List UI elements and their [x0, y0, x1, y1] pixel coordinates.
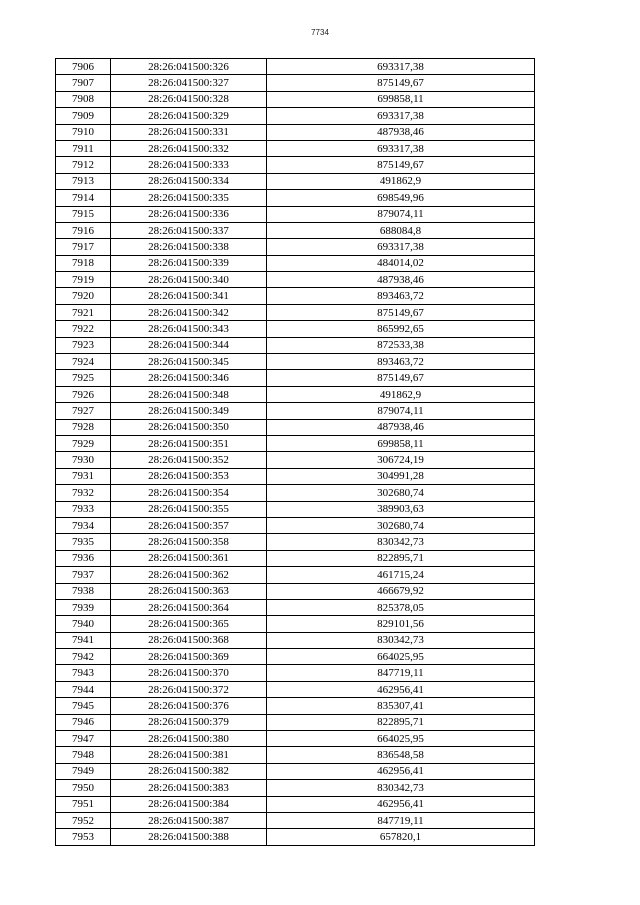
- cadastral-number-cell: 28:26:041500:349: [111, 403, 267, 419]
- cadastral-number-cell: 28:26:041500:332: [111, 140, 267, 156]
- cadastral-number-cell: 28:26:041500:331: [111, 124, 267, 140]
- table-row: [56, 763, 535, 779]
- table-row: [56, 796, 535, 812]
- table-row: [56, 501, 535, 517]
- cadastral-number-cell: 28:26:041500:383: [111, 780, 267, 796]
- row-number-cell: 7939: [56, 599, 111, 615]
- table-row: [56, 288, 535, 304]
- cadastral-value-cell: 893463,72: [267, 354, 535, 370]
- table-row: [56, 632, 535, 648]
- cadastral-number-cell: 28:26:041500:351: [111, 435, 267, 451]
- cadastral-value-cell: 830342,73: [267, 780, 535, 796]
- row-number-cell: 7910: [56, 124, 111, 140]
- cadastral-number-cell: 28:26:041500:382: [111, 763, 267, 779]
- row-number-cell: 7941: [56, 632, 111, 648]
- cadastral-value-cell: 304991,28: [267, 468, 535, 484]
- row-number-cell: 7934: [56, 517, 111, 533]
- row-number-cell: 7931: [56, 468, 111, 484]
- table-row: [56, 140, 535, 156]
- cadastral-value-cell: 461715,24: [267, 567, 535, 583]
- cadastral-value-cell: 302680,74: [267, 517, 535, 533]
- row-number-cell: 7915: [56, 206, 111, 222]
- row-number-cell: 7936: [56, 550, 111, 566]
- row-number-cell: 7937: [56, 567, 111, 583]
- cadastral-value-cell: 875149,67: [267, 370, 535, 386]
- table-row: [56, 272, 535, 288]
- row-number-cell: 7950: [56, 780, 111, 796]
- row-number-cell: 7907: [56, 75, 111, 91]
- table-row: [56, 452, 535, 468]
- row-number-cell: 7953: [56, 829, 111, 845]
- cadastral-value-cell: 875149,67: [267, 157, 535, 173]
- cadastral-value-cell: 893463,72: [267, 288, 535, 304]
- cadastral-number-cell: 28:26:041500:348: [111, 386, 267, 402]
- table-row: [56, 517, 535, 533]
- row-number-cell: 7906: [56, 59, 111, 75]
- cadastral-number-cell: 28:26:041500:368: [111, 632, 267, 648]
- row-number-cell: 7922: [56, 321, 111, 337]
- cadastral-value-cell: 664025,95: [267, 649, 535, 665]
- cadastral-value-cell: 484014,02: [267, 255, 535, 271]
- table-row: [56, 370, 535, 386]
- row-number-cell: 7912: [56, 157, 111, 173]
- cadastral-number-cell: 28:26:041500:362: [111, 567, 267, 583]
- cadastral-number-cell: 28:26:041500:384: [111, 796, 267, 812]
- table-row: [56, 714, 535, 730]
- cadastral-value-cell: 693317,38: [267, 140, 535, 156]
- cadastral-number-cell: 28:26:041500:346: [111, 370, 267, 386]
- table-row: [56, 780, 535, 796]
- cadastral-number-cell: 28:26:041500:329: [111, 108, 267, 124]
- cadastral-number-cell: 28:26:041500:352: [111, 452, 267, 468]
- row-number-cell: 7935: [56, 534, 111, 550]
- table-row: [56, 190, 535, 206]
- cadastral-number-cell: 28:26:041500:388: [111, 829, 267, 845]
- row-number-cell: 7909: [56, 108, 111, 124]
- cadastral-value-cell: 487938,46: [267, 124, 535, 140]
- table-row: [56, 550, 535, 566]
- table-row: [56, 616, 535, 632]
- cadastral-value-cell: 825378,05: [267, 599, 535, 615]
- table-row: [56, 75, 535, 91]
- cadastral-number-cell: 28:26:041500:326: [111, 59, 267, 75]
- cadastral-number-cell: 28:26:041500:369: [111, 649, 267, 665]
- table-row: [56, 681, 535, 697]
- row-number-cell: 7943: [56, 665, 111, 681]
- row-number-cell: 7913: [56, 173, 111, 189]
- cadastral-value-cell: 847719,11: [267, 665, 535, 681]
- cadastral-number-cell: 28:26:041500:357: [111, 517, 267, 533]
- cadastral-number-cell: 28:26:041500:338: [111, 239, 267, 255]
- cadastral-value-cell: 830342,73: [267, 632, 535, 648]
- table-row: [56, 91, 535, 107]
- cadastral-value-cell: 462956,41: [267, 796, 535, 812]
- table-row: [56, 222, 535, 238]
- cadastral-number-cell: 28:26:041500:364: [111, 599, 267, 615]
- row-number-cell: 7932: [56, 485, 111, 501]
- row-number-cell: 7948: [56, 747, 111, 763]
- cadastral-number-cell: 28:26:041500:358: [111, 534, 267, 550]
- cadastral-value-cell: 865992,65: [267, 321, 535, 337]
- cadastral-value-cell: 879074,11: [267, 403, 535, 419]
- cadastral-value-cell: 466679,92: [267, 583, 535, 599]
- table-row: [56, 419, 535, 435]
- table-row: [56, 108, 535, 124]
- cadastral-value-cell: 830342,73: [267, 534, 535, 550]
- row-number-cell: 7925: [56, 370, 111, 386]
- cadastral-number-cell: 28:26:041500:387: [111, 812, 267, 828]
- row-number-cell: 7930: [56, 452, 111, 468]
- table-row: [56, 59, 535, 75]
- cadastral-number-cell: 28:26:041500:372: [111, 681, 267, 697]
- cadastral-number-cell: 28:26:041500:328: [111, 91, 267, 107]
- table-row: [56, 157, 535, 173]
- table-row: [56, 698, 535, 714]
- cadastral-value-cell: 389903,63: [267, 501, 535, 517]
- cadastral-number-cell: 28:26:041500:334: [111, 173, 267, 189]
- table-row: [56, 534, 535, 550]
- table-row: [56, 337, 535, 353]
- cadastral-value-cell: 822895,71: [267, 714, 535, 730]
- cadastral-number-cell: 28:26:041500:333: [111, 157, 267, 173]
- cadastral-value-cell: 698549,96: [267, 190, 535, 206]
- cadastral-value-cell: 688084,8: [267, 222, 535, 238]
- cadastral-value-cell: 462956,41: [267, 763, 535, 779]
- row-number-cell: 7923: [56, 337, 111, 353]
- row-number-cell: 7916: [56, 222, 111, 238]
- table-row: [56, 665, 535, 681]
- cadastral-value-cell: 693317,38: [267, 59, 535, 75]
- cadastral-value-table: [55, 58, 535, 846]
- cadastral-value-cell: 693317,38: [267, 239, 535, 255]
- cadastral-number-cell: 28:26:041500:381: [111, 747, 267, 763]
- row-number-cell: 7921: [56, 304, 111, 320]
- row-number-cell: 7942: [56, 649, 111, 665]
- cadastral-number-cell: 28:26:041500:342: [111, 304, 267, 320]
- row-number-cell: 7944: [56, 681, 111, 697]
- cadastral-value-cell: 875149,67: [267, 304, 535, 320]
- row-number-cell: 7947: [56, 731, 111, 747]
- cadastral-number-cell: 28:26:041500:345: [111, 354, 267, 370]
- cadastral-value-cell: 487938,46: [267, 419, 535, 435]
- row-number-cell: 7924: [56, 354, 111, 370]
- row-number-cell: 7951: [56, 796, 111, 812]
- cadastral-value-cell: 699858,11: [267, 91, 535, 107]
- cadastral-number-cell: 28:26:041500:376: [111, 698, 267, 714]
- cadastral-number-cell: 28:26:041500:355: [111, 501, 267, 517]
- row-number-cell: 7938: [56, 583, 111, 599]
- cadastral-value-cell: 491862,9: [267, 173, 535, 189]
- table-row: [56, 468, 535, 484]
- cadastral-number-cell: 28:26:041500:350: [111, 419, 267, 435]
- table-row: [56, 731, 535, 747]
- cadastral-value-cell: 664025,95: [267, 731, 535, 747]
- cadastral-number-cell: 28:26:041500:343: [111, 321, 267, 337]
- cadastral-number-cell: 28:26:041500:361: [111, 550, 267, 566]
- row-number-cell: 7933: [56, 501, 111, 517]
- table-row: [56, 567, 535, 583]
- table-row: [56, 321, 535, 337]
- row-number-cell: 7917: [56, 239, 111, 255]
- cadastral-value-cell: 822895,71: [267, 550, 535, 566]
- row-number-cell: 7914: [56, 190, 111, 206]
- cadastral-number-cell: 28:26:041500:339: [111, 255, 267, 271]
- cadastral-value-cell: 657820,1: [267, 829, 535, 845]
- cadastral-value-cell: 693317,38: [267, 108, 535, 124]
- page-number: 7734: [311, 28, 329, 37]
- cadastral-number-cell: 28:26:041500:379: [111, 714, 267, 730]
- table-row: [56, 124, 535, 140]
- table-row: [56, 239, 535, 255]
- row-number-cell: 7946: [56, 714, 111, 730]
- cadastral-number-cell: 28:26:041500:380: [111, 731, 267, 747]
- table-row: [56, 812, 535, 828]
- cadastral-number-cell: 28:26:041500:353: [111, 468, 267, 484]
- cadastral-number-cell: 28:26:041500:336: [111, 206, 267, 222]
- cadastral-number-cell: 28:26:041500:341: [111, 288, 267, 304]
- cadastral-value-cell: 491862,9: [267, 386, 535, 402]
- table-row: [56, 747, 535, 763]
- cadastral-number-cell: 28:26:041500:337: [111, 222, 267, 238]
- row-number-cell: 7920: [56, 288, 111, 304]
- cadastral-number-cell: 28:26:041500:340: [111, 272, 267, 288]
- cadastral-number-cell: 28:26:041500:365: [111, 616, 267, 632]
- table-row: [56, 403, 535, 419]
- table-row: [56, 304, 535, 320]
- cadastral-value-cell: 462956,41: [267, 681, 535, 697]
- table-row: [56, 173, 535, 189]
- cadastral-value-cell: 829101,56: [267, 616, 535, 632]
- row-number-cell: 7918: [56, 255, 111, 271]
- table-row: [56, 354, 535, 370]
- cadastral-value-cell: 872533,38: [267, 337, 535, 353]
- table-row: [56, 206, 535, 222]
- row-number-cell: 7945: [56, 698, 111, 714]
- cadastral-number-cell: 28:26:041500:363: [111, 583, 267, 599]
- table-body: [56, 59, 535, 846]
- row-number-cell: 7929: [56, 435, 111, 451]
- cadastral-number-cell: 28:26:041500:370: [111, 665, 267, 681]
- table-row: [56, 599, 535, 615]
- table-row: [56, 649, 535, 665]
- cadastral-value-cell: 879074,11: [267, 206, 535, 222]
- cadastral-value-cell: 875149,67: [267, 75, 535, 91]
- cadastral-value-cell: 836548,58: [267, 747, 535, 763]
- row-number-cell: 7919: [56, 272, 111, 288]
- cadastral-number-cell: 28:26:041500:335: [111, 190, 267, 206]
- row-number-cell: 7940: [56, 616, 111, 632]
- cadastral-number-cell: 28:26:041500:354: [111, 485, 267, 501]
- table-row: [56, 485, 535, 501]
- table-row: [56, 583, 535, 599]
- cadastral-number-cell: 28:26:041500:344: [111, 337, 267, 353]
- table-row: [56, 435, 535, 451]
- cadastral-value-cell: 302680,74: [267, 485, 535, 501]
- cadastral-value-cell: 847719,11: [267, 812, 535, 828]
- row-number-cell: 7911: [56, 140, 111, 156]
- cadastral-value-cell: 835307,41: [267, 698, 535, 714]
- row-number-cell: 7949: [56, 763, 111, 779]
- row-number-cell: 7926: [56, 386, 111, 402]
- row-number-cell: 7928: [56, 419, 111, 435]
- cadastral-value-cell: 699858,11: [267, 435, 535, 451]
- table-row: [56, 255, 535, 271]
- cadastral-number-cell: 28:26:041500:327: [111, 75, 267, 91]
- table-row: [56, 386, 535, 402]
- row-number-cell: 7952: [56, 812, 111, 828]
- cadastral-value-cell: 306724,19: [267, 452, 535, 468]
- cadastral-value-cell: 487938,46: [267, 272, 535, 288]
- table-row: [56, 829, 535, 845]
- row-number-cell: 7908: [56, 91, 111, 107]
- row-number-cell: 7927: [56, 403, 111, 419]
